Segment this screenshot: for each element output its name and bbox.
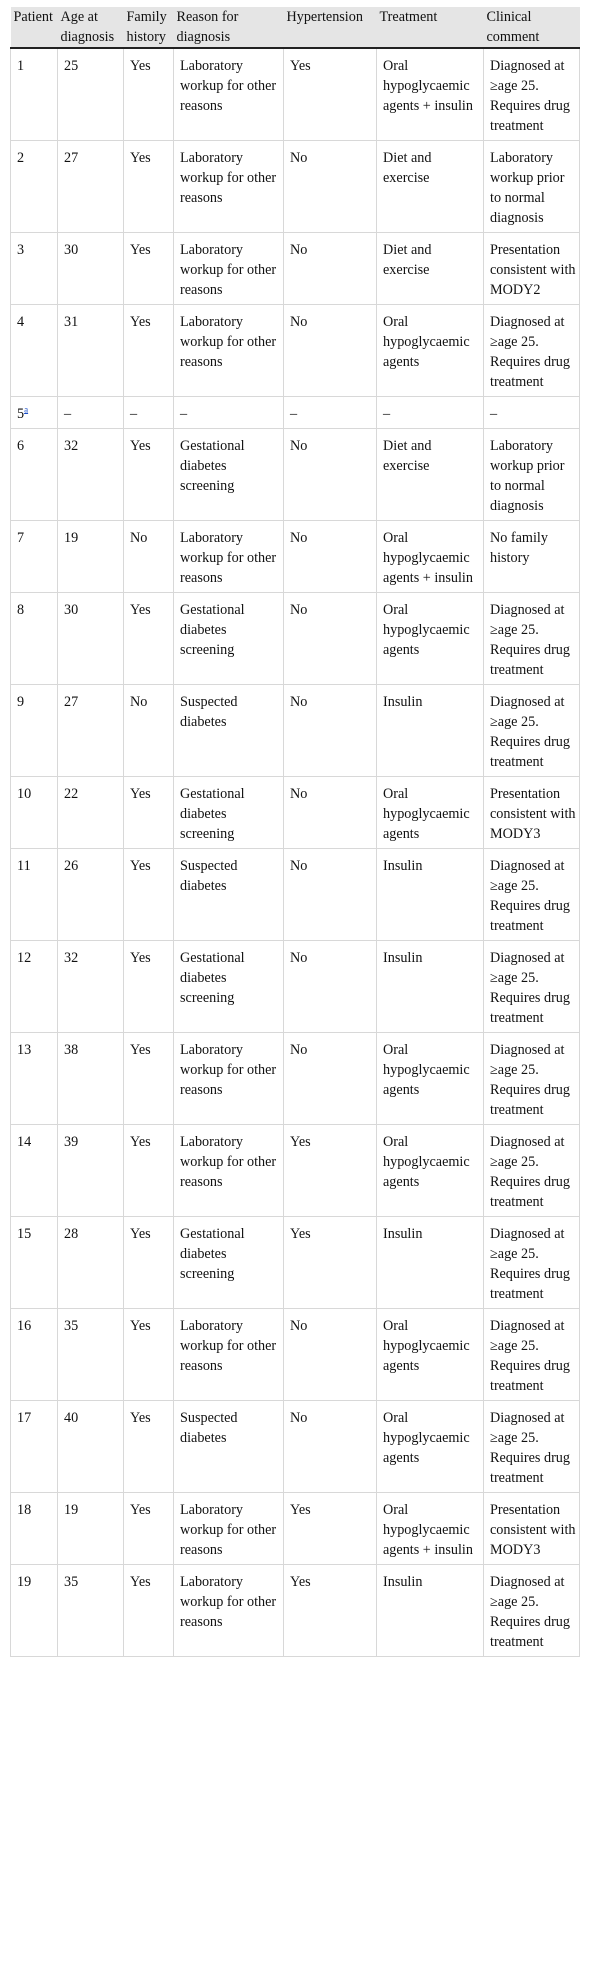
table-row <box>11 141 580 233</box>
cell-hypertension-text: Yes <box>290 1574 311 1590</box>
cell-family-history-text: No <box>130 530 148 546</box>
cell-treatment-text: Oral hypoglycaemic agents + insulin <box>383 1502 473 1558</box>
cell-patient <box>11 593 58 685</box>
table-header <box>11 7 580 48</box>
cell-treatment-text: Insulin <box>383 1574 423 1590</box>
cell-clinical-comment-text: Presentation consistent with MODY2 <box>490 242 576 298</box>
cell-clinical-comment <box>484 397 580 429</box>
cell-patient <box>11 397 58 429</box>
cell-family-history-text: Yes <box>130 314 151 330</box>
cell-patient <box>11 1217 58 1309</box>
cell-reason-for-diagnosis-text: Gestational diabetes screening <box>180 602 245 658</box>
cell-treatment-text: Insulin <box>383 694 423 710</box>
cell-age-at-diagnosis <box>58 1493 124 1565</box>
cell-treatment-text: Diet and exercise <box>383 150 432 186</box>
cell-clinical-comment <box>484 141 580 233</box>
header-reason-for-diagnosis: Reason for diagnosis <box>174 7 284 48</box>
cell-family-history-text: Yes <box>130 1226 151 1242</box>
cell-reason-for-diagnosis <box>174 233 284 305</box>
table-body <box>11 48 580 1657</box>
cell-treatment-text: Oral hypoglycaemic agents + insulin <box>383 530 473 586</box>
cell-hypertension-text: No <box>290 150 308 166</box>
table-row <box>11 1401 580 1493</box>
cell-treatment-text: Oral hypoglycaemic agents <box>383 1318 470 1374</box>
cell-age-at-diagnosis <box>58 521 124 593</box>
cell-reason-for-diagnosis <box>174 1217 284 1309</box>
cell-age-at-diagnosis-text: 28 <box>64 1226 79 1242</box>
cell-age-at-diagnosis-text: 25 <box>64 58 79 74</box>
cell-treatment <box>377 685 484 777</box>
cell-age-at-diagnosis-text: 39 <box>64 1134 79 1150</box>
cell-patient-text: 12 <box>17 950 32 966</box>
cell-age-at-diagnosis <box>58 941 124 1033</box>
cell-hypertension <box>284 685 377 777</box>
cell-age-at-diagnosis <box>58 1125 124 1217</box>
cell-treatment-text: Diet and exercise <box>383 438 432 474</box>
cell-hypertension <box>284 305 377 397</box>
table-row <box>11 305 580 397</box>
cell-family-history-text: No <box>130 694 148 710</box>
table-row <box>11 429 580 521</box>
cell-treatment-text: Insulin <box>383 950 423 966</box>
cell-family-history <box>124 48 174 141</box>
cell-family-history <box>124 141 174 233</box>
cell-age-at-diagnosis <box>58 777 124 849</box>
cell-clinical-comment <box>484 685 580 777</box>
cell-hypertension-text: Yes <box>290 1502 311 1518</box>
cell-patient-text: 17 <box>17 1410 32 1426</box>
cell-age-at-diagnosis-text: 35 <box>64 1574 79 1590</box>
cell-treatment-text: Oral hypoglycaemic agents <box>383 602 470 658</box>
cell-reason-for-diagnosis <box>174 941 284 1033</box>
cell-patient <box>11 1401 58 1493</box>
cell-family-history-text: Yes <box>130 242 151 258</box>
cell-hypertension-text: No <box>290 602 308 618</box>
table-row <box>11 777 580 849</box>
cell-patient-text: 8 <box>17 602 25 618</box>
cell-patient <box>11 141 58 233</box>
cell-hypertension <box>284 397 377 429</box>
cell-age-at-diagnosis-text: 30 <box>64 242 79 258</box>
table-row <box>11 1309 580 1401</box>
cell-reason-for-diagnosis-text: Laboratory workup for other reasons <box>180 1502 277 1558</box>
table-row <box>11 593 580 685</box>
header-hypertension: Hypertension <box>284 7 377 48</box>
cell-reason-for-diagnosis-text: Gestational diabetes screening <box>180 438 245 494</box>
cell-treatment <box>377 777 484 849</box>
cell-age-at-diagnosis-text: 40 <box>64 1410 79 1426</box>
cell-patient <box>11 849 58 941</box>
cell-age-at-diagnosis <box>58 305 124 397</box>
cell-patient <box>11 305 58 397</box>
cell-reason-for-diagnosis <box>174 849 284 941</box>
header-row <box>11 7 580 48</box>
cell-hypertension <box>284 593 377 685</box>
cell-reason-for-diagnosis-text: Laboratory workup for other reasons <box>180 1042 277 1098</box>
cell-family-history <box>124 305 174 397</box>
cell-treatment-text: Oral hypoglycaemic agents <box>383 1042 470 1098</box>
cell-family-history-text: Yes <box>130 950 151 966</box>
footnote-link[interactable]: a <box>24 404 29 415</box>
cell-treatment <box>377 593 484 685</box>
cell-reason-for-diagnosis <box>174 1493 284 1565</box>
cell-family-history-text: Yes <box>130 1318 151 1334</box>
table-row <box>11 1217 580 1309</box>
cell-patient <box>11 521 58 593</box>
cell-treatment <box>377 429 484 521</box>
cell-treatment-text: Oral hypoglycaemic agents <box>383 786 470 842</box>
cell-treatment-text: Diet and exercise <box>383 242 432 278</box>
cell-reason-for-diagnosis-text: Laboratory workup for other reasons <box>180 58 277 114</box>
table-row <box>11 48 580 141</box>
cell-clinical-comment-text: Diagnosed at ≥age 25. Requires drug treatment <box>490 1134 570 1210</box>
cell-age-at-diagnosis <box>58 1309 124 1401</box>
cell-hypertension <box>284 233 377 305</box>
cell-age-at-diagnosis <box>58 48 124 141</box>
cell-treatment <box>377 48 484 141</box>
cell-patient <box>11 48 58 141</box>
cell-clinical-comment-text: Diagnosed at ≥age 25. Requires drug treatment <box>490 1410 570 1486</box>
cell-reason-for-diagnosis-text: Suspected diabetes <box>180 694 238 730</box>
cell-patient-text: 13 <box>17 1042 32 1058</box>
cell-clinical-comment-text: Diagnosed at ≥age 25. Requires drug treatment <box>490 694 570 770</box>
cell-hypertension-text: No <box>290 1410 308 1426</box>
cell-treatment <box>377 233 484 305</box>
cell-clinical-comment <box>484 48 580 141</box>
cell-clinical-comment <box>484 1401 580 1493</box>
cell-treatment <box>377 1309 484 1401</box>
cell-family-history-text: Yes <box>130 58 151 74</box>
cell-treatment <box>377 521 484 593</box>
cell-hypertension-text: – <box>290 406 298 422</box>
cell-treatment <box>377 849 484 941</box>
cell-patient-text: 10 <box>17 786 32 802</box>
cell-clinical-comment-text: Diagnosed at ≥age 25. Requires drug treatment <box>490 1226 570 1302</box>
cell-family-history-text: Yes <box>130 150 151 166</box>
cell-age-at-diagnosis <box>58 429 124 521</box>
cell-hypertension <box>284 141 377 233</box>
cell-treatment-text: Insulin <box>383 1226 423 1242</box>
cell-hypertension <box>284 1125 377 1217</box>
cell-family-history <box>124 1565 174 1657</box>
cell-age-at-diagnosis <box>58 397 124 429</box>
cell-patient <box>11 685 58 777</box>
cell-clinical-comment <box>484 849 580 941</box>
cell-treatment <box>377 1217 484 1309</box>
cell-family-history <box>124 1125 174 1217</box>
cell-patient <box>11 1033 58 1125</box>
cell-patient-text: 18 <box>17 1502 32 1518</box>
cell-hypertension-text: No <box>290 242 308 258</box>
cell-treatment <box>377 305 484 397</box>
cell-age-at-diagnosis-text: 19 <box>64 1502 79 1518</box>
cell-family-history-text: Yes <box>130 1134 151 1150</box>
table-row <box>11 397 580 429</box>
cell-clinical-comment <box>484 1493 580 1565</box>
cell-clinical-comment <box>484 941 580 1033</box>
cell-clinical-comment <box>484 1565 580 1657</box>
cell-age-at-diagnosis-text: – <box>64 406 72 422</box>
cell-clinical-comment-text: Diagnosed at ≥age 25. Requires drug treatment <box>490 1318 570 1394</box>
cell-treatment <box>377 1565 484 1657</box>
cell-hypertension <box>284 429 377 521</box>
table-row <box>11 849 580 941</box>
cell-clinical-comment-text: Diagnosed at ≥age 25. Requires drug treatment <box>490 314 570 390</box>
cell-reason-for-diagnosis <box>174 429 284 521</box>
cell-clinical-comment-text: Diagnosed at ≥age 25. Requires drug treatment <box>490 58 570 134</box>
cell-patient-text: 7 <box>17 530 25 546</box>
cell-clinical-comment <box>484 1309 580 1401</box>
cell-patient <box>11 777 58 849</box>
cell-age-at-diagnosis <box>58 849 124 941</box>
cell-patient-text: 9 <box>17 694 25 710</box>
table-row <box>11 1033 580 1125</box>
cell-family-history-text: Yes <box>130 1574 151 1590</box>
cell-patient-text: 4 <box>17 314 25 330</box>
cell-patient <box>11 1125 58 1217</box>
cell-age-at-diagnosis <box>58 1033 124 1125</box>
cell-clinical-comment <box>484 1033 580 1125</box>
cell-hypertension-text: No <box>290 314 308 330</box>
cell-family-history <box>124 849 174 941</box>
cell-family-history-text: Yes <box>130 1502 151 1518</box>
cell-age-at-diagnosis-text: 27 <box>64 150 79 166</box>
cell-hypertension-text: No <box>290 858 308 874</box>
table-row <box>11 233 580 305</box>
cell-treatment-text: Oral hypoglycaemic agents <box>383 314 470 370</box>
cell-hypertension-text: Yes <box>290 1226 311 1242</box>
cell-family-history <box>124 429 174 521</box>
cell-treatment-text: Oral hypoglycaemic agents <box>383 1134 470 1190</box>
cell-family-history <box>124 941 174 1033</box>
cell-reason-for-diagnosis-text: Suspected diabetes <box>180 1410 238 1446</box>
patient-table <box>10 7 580 1657</box>
cell-clinical-comment <box>484 429 580 521</box>
cell-age-at-diagnosis <box>58 1217 124 1309</box>
cell-reason-for-diagnosis <box>174 777 284 849</box>
cell-reason-for-diagnosis-text: Gestational diabetes screening <box>180 950 245 1006</box>
cell-reason-for-diagnosis-text: Laboratory workup for other reasons <box>180 530 277 586</box>
cell-clinical-comment <box>484 777 580 849</box>
cell-clinical-comment-text: Diagnosed at ≥age 25. Requires drug treatment <box>490 950 570 1026</box>
cell-treatment <box>377 1033 484 1125</box>
cell-family-history <box>124 1309 174 1401</box>
cell-reason-for-diagnosis-text: Laboratory workup for other reasons <box>180 1134 277 1190</box>
cell-age-at-diagnosis-text: 32 <box>64 438 79 454</box>
cell-family-history <box>124 1033 174 1125</box>
cell-treatment-text: – <box>383 406 391 422</box>
cell-hypertension <box>284 941 377 1033</box>
cell-clinical-comment-text: No family history <box>490 530 548 566</box>
cell-reason-for-diagnosis-text: Laboratory workup for other reasons <box>180 1574 277 1630</box>
cell-age-at-diagnosis-text: 22 <box>64 786 79 802</box>
cell-reason-for-diagnosis-text: Gestational diabetes screening <box>180 1226 245 1282</box>
cell-clinical-comment <box>484 305 580 397</box>
cell-family-history <box>124 521 174 593</box>
header-clinical-comment: Clinical comment <box>484 7 580 48</box>
table-row <box>11 1493 580 1565</box>
cell-patient <box>11 1309 58 1401</box>
cell-family-history-text: Yes <box>130 602 151 618</box>
cell-hypertension <box>284 849 377 941</box>
cell-patient-text: 16 <box>17 1318 32 1334</box>
cell-hypertension-text: Yes <box>290 58 311 74</box>
cell-hypertension <box>284 48 377 141</box>
cell-family-history-text: Yes <box>130 858 151 874</box>
header-treatment: Treatment <box>377 7 484 48</box>
cell-hypertension-text: No <box>290 786 308 802</box>
cell-patient-text: 14 <box>17 1134 32 1150</box>
cell-family-history <box>124 685 174 777</box>
cell-hypertension <box>284 1309 377 1401</box>
cell-reason-for-diagnosis <box>174 397 284 429</box>
cell-age-at-diagnosis-text: 27 <box>64 694 79 710</box>
cell-reason-for-diagnosis-text: – <box>180 406 188 422</box>
cell-clinical-comment-text: Diagnosed at ≥age 25. Requires drug treatment <box>490 1574 570 1650</box>
cell-age-at-diagnosis <box>58 1401 124 1493</box>
cell-clinical-comment-text: – <box>490 406 498 422</box>
cell-clinical-comment-text: Laboratory workup prior to normal diagnosis <box>490 438 565 514</box>
cell-hypertension <box>284 1565 377 1657</box>
cell-clinical-comment <box>484 1125 580 1217</box>
cell-hypertension <box>284 777 377 849</box>
cell-age-at-diagnosis-text: 38 <box>64 1042 79 1058</box>
table-row <box>11 941 580 1033</box>
cell-treatment-text: Oral hypoglycaemic agents + insulin <box>383 58 473 114</box>
cell-clinical-comment <box>484 233 580 305</box>
cell-treatment-text: Insulin <box>383 858 423 874</box>
cell-age-at-diagnosis-text: 32 <box>64 950 79 966</box>
cell-clinical-comment-text: Diagnosed at ≥age 25. Requires drug treatment <box>490 858 570 934</box>
cell-age-at-diagnosis <box>58 233 124 305</box>
cell-treatment <box>377 941 484 1033</box>
table-row <box>11 1565 580 1657</box>
cell-clinical-comment-text: Presentation consistent with MODY3 <box>490 786 576 842</box>
table-row <box>11 521 580 593</box>
cell-clinical-comment <box>484 521 580 593</box>
cell-hypertension-text: No <box>290 1318 308 1334</box>
cell-patient-text: 6 <box>17 438 25 454</box>
cell-hypertension-text: No <box>290 950 308 966</box>
cell-reason-for-diagnosis <box>174 1033 284 1125</box>
cell-age-at-diagnosis-text: 31 <box>64 314 79 330</box>
cell-patient-text: 19 <box>17 1574 32 1590</box>
table-row <box>11 685 580 777</box>
cell-hypertension <box>284 1033 377 1125</box>
cell-family-history-text: Yes <box>130 1410 151 1426</box>
cell-hypertension-text: No <box>290 694 308 710</box>
header-patient: Patient <box>11 7 58 48</box>
cell-treatment <box>377 397 484 429</box>
cell-treatment <box>377 1125 484 1217</box>
cell-family-history <box>124 397 174 429</box>
cell-reason-for-diagnosis <box>174 593 284 685</box>
cell-reason-for-diagnosis <box>174 1125 284 1217</box>
cell-clinical-comment-text: Laboratory workup prior to normal diagnosis <box>490 150 565 226</box>
cell-family-history-text: Yes <box>130 1042 151 1058</box>
cell-patient <box>11 1565 58 1657</box>
cell-patient <box>11 941 58 1033</box>
cell-age-at-diagnosis-text: 26 <box>64 858 79 874</box>
cell-reason-for-diagnosis <box>174 1565 284 1657</box>
cell-reason-for-diagnosis <box>174 1309 284 1401</box>
cell-treatment <box>377 1401 484 1493</box>
cell-reason-for-diagnosis-text: Laboratory workup for other reasons <box>180 314 277 370</box>
cell-reason-for-diagnosis <box>174 48 284 141</box>
cell-age-at-diagnosis-text: 19 <box>64 530 79 546</box>
cell-patient <box>11 233 58 305</box>
cell-age-at-diagnosis <box>58 593 124 685</box>
cell-clinical-comment <box>484 593 580 685</box>
cell-reason-for-diagnosis <box>174 305 284 397</box>
cell-patient <box>11 429 58 521</box>
cell-patient-text: 15 <box>17 1226 32 1242</box>
cell-clinical-comment-text: Diagnosed at ≥age 25. Requires drug treatment <box>490 602 570 678</box>
cell-hypertension <box>284 1401 377 1493</box>
cell-hypertension-text: No <box>290 530 308 546</box>
cell-family-history <box>124 1401 174 1493</box>
cell-hypertension-text: No <box>290 1042 308 1058</box>
cell-age-at-diagnosis-text: 35 <box>64 1318 79 1334</box>
cell-reason-for-diagnosis-text: Laboratory workup for other reasons <box>180 1318 277 1374</box>
cell-patient-text: 11 <box>17 858 31 874</box>
cell-hypertension <box>284 521 377 593</box>
table-row <box>11 1125 580 1217</box>
cell-family-history <box>124 777 174 849</box>
cell-treatment-text: Oral hypoglycaemic agents <box>383 1410 470 1466</box>
cell-family-history <box>124 233 174 305</box>
cell-clinical-comment-text: Presentation consistent with MODY3 <box>490 1502 576 1558</box>
cell-clinical-comment-text: Diagnosed at ≥age 25. Requires drug treatment <box>490 1042 570 1118</box>
cell-hypertension <box>284 1493 377 1565</box>
cell-age-at-diagnosis <box>58 1565 124 1657</box>
cell-family-history-text: Yes <box>130 786 151 802</box>
cell-clinical-comment <box>484 1217 580 1309</box>
cell-hypertension-text: Yes <box>290 1134 311 1150</box>
cell-family-history <box>124 1493 174 1565</box>
cell-hypertension-text: No <box>290 438 308 454</box>
cell-family-history-text: – <box>130 406 138 422</box>
cell-treatment <box>377 141 484 233</box>
cell-patient-text: 1 <box>17 58 25 74</box>
cell-reason-for-diagnosis <box>174 685 284 777</box>
cell-reason-for-diagnosis-text: Laboratory workup for other reasons <box>180 150 277 206</box>
header-family-history: Family history <box>124 7 174 48</box>
cell-family-history-text: Yes <box>130 438 151 454</box>
cell-family-history <box>124 1217 174 1309</box>
cell-age-at-diagnosis <box>58 685 124 777</box>
cell-family-history <box>124 593 174 685</box>
cell-patient <box>11 1493 58 1565</box>
cell-patient-text: 5 <box>17 406 25 422</box>
cell-age-at-diagnosis <box>58 141 124 233</box>
cell-hypertension <box>284 1217 377 1309</box>
cell-reason-for-diagnosis <box>174 1401 284 1493</box>
cell-patient-text: 2 <box>17 150 25 166</box>
cell-reason-for-diagnosis-text: Suspected diabetes <box>180 858 238 894</box>
cell-patient-text: 3 <box>17 242 25 258</box>
cell-reason-for-diagnosis-text: Laboratory workup for other reasons <box>180 242 277 298</box>
cell-reason-for-diagnosis-text: Gestational diabetes screening <box>180 786 245 842</box>
cell-reason-for-diagnosis <box>174 521 284 593</box>
cell-treatment <box>377 1493 484 1565</box>
header-age-at-diagnosis: Age at diagnosis <box>58 7 124 48</box>
cell-reason-for-diagnosis <box>174 141 284 233</box>
cell-age-at-diagnosis-text: 30 <box>64 602 79 618</box>
